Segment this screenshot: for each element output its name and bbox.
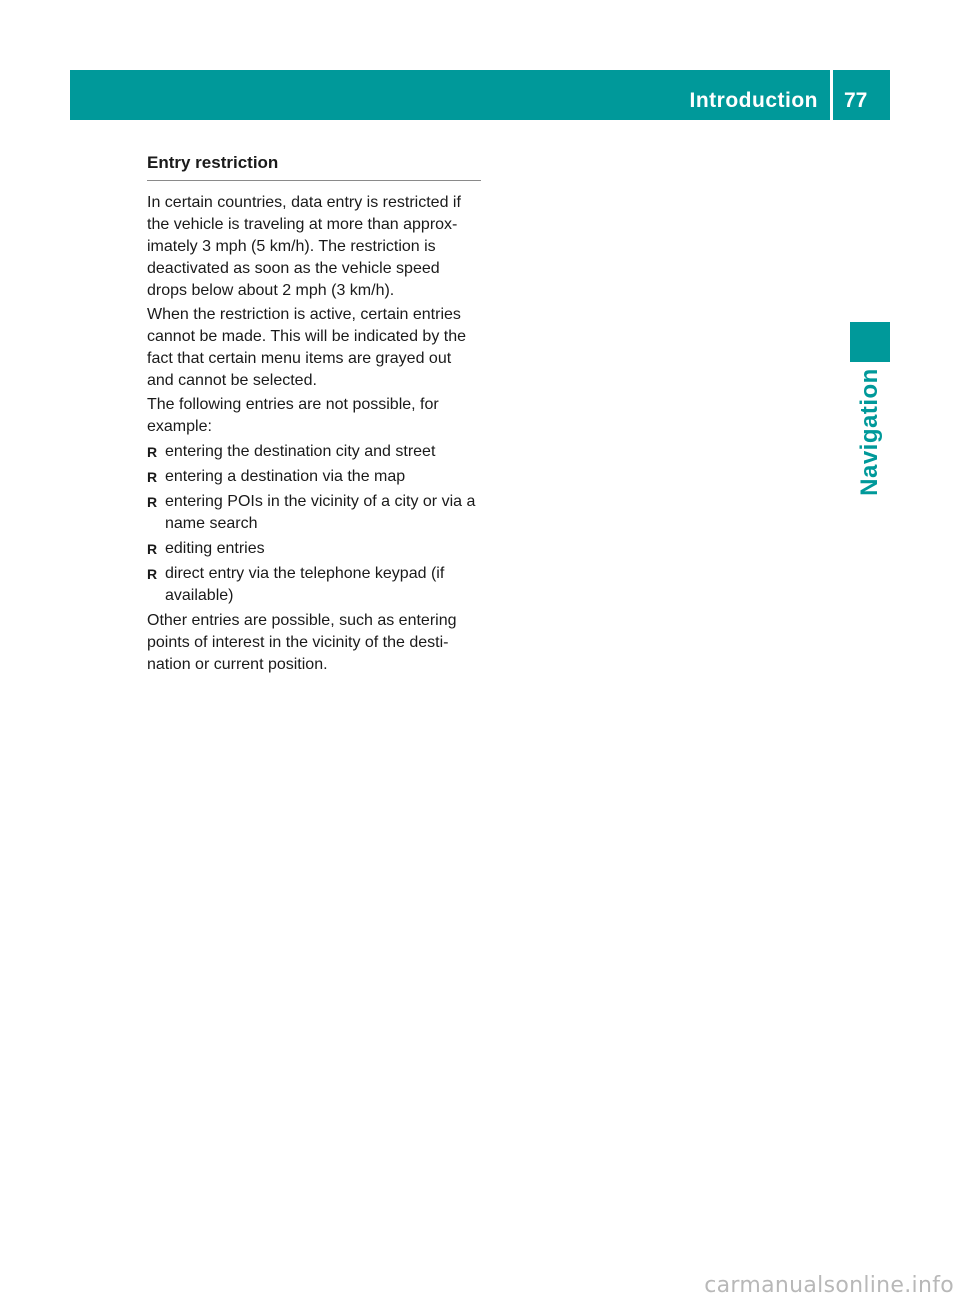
page-number: 77 bbox=[844, 89, 868, 112]
side-tab-marker bbox=[850, 322, 890, 362]
list-item-text: entering the destination city and street bbox=[165, 443, 436, 460]
list-item bbox=[147, 491, 481, 535]
bullet-marker: R bbox=[147, 541, 158, 557]
bullet-marker: R bbox=[147, 494, 158, 510]
bullet-marker: R bbox=[147, 566, 158, 582]
paragraph-intro: In certain countries, data entry is restricted if the vehicle is traveling at more than approx- imately 3 mph (5 km/h). The restriction is deactivated as soon as the vehicle speed drops below about 2 mph (3 km/h). bbox=[147, 194, 461, 299]
main-content bbox=[147, 152, 481, 676]
list-item bbox=[147, 563, 481, 607]
header-section-title: Introduction bbox=[689, 89, 818, 112]
list-item-text: editing entries bbox=[165, 540, 265, 557]
header-divider bbox=[830, 70, 833, 120]
paragraph-examples-lead: The following entries are not possible, for example: bbox=[147, 396, 439, 435]
paragraph-other-entries: Other entries are possible, such as entering points of interest in the vicinity of the desti- nation or current position. bbox=[147, 612, 457, 673]
list-item-text: direct entry via the telephone keypad (if available) bbox=[165, 565, 445, 604]
list-item-text: entering POIs in the vicinity of a city or via a name search bbox=[165, 493, 476, 532]
list-item bbox=[147, 538, 481, 560]
paragraph-restriction-active: When the restriction is active, certain entries cannot be made. This will be indicated by the fact that certain menu items are grayed out and cannot be selected. bbox=[147, 306, 467, 389]
restricted-entries-list bbox=[147, 441, 481, 607]
list-item-text: entering a destination via the map bbox=[165, 468, 406, 485]
bullet-marker: R bbox=[147, 469, 158, 485]
list-item bbox=[147, 466, 481, 488]
section-title: Entry restriction bbox=[147, 152, 481, 181]
list-item bbox=[147, 441, 481, 463]
watermark: carmanualsonline.info bbox=[704, 1273, 954, 1298]
side-tab-label: Navigation bbox=[856, 368, 883, 496]
bullet-marker: R bbox=[147, 444, 158, 460]
